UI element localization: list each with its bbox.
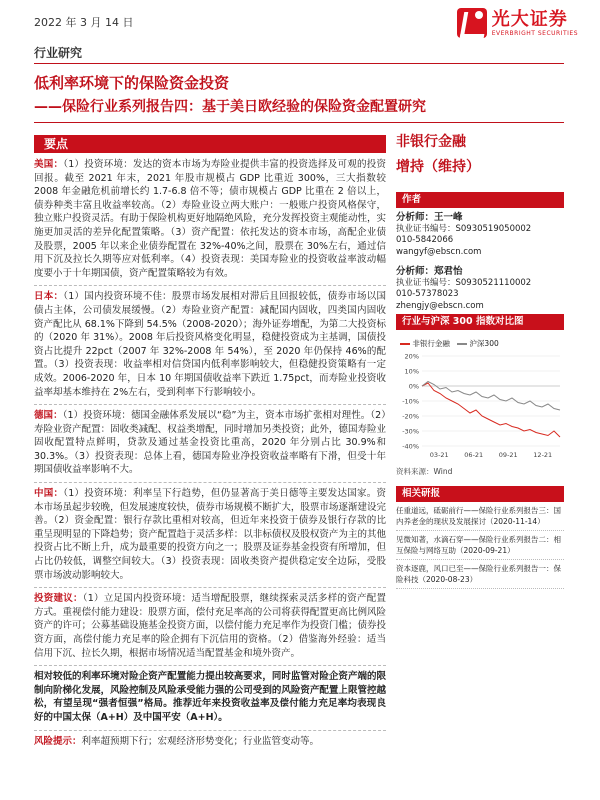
logo-cn-text: 光大证券 xyxy=(491,8,568,30)
divider xyxy=(34,404,386,405)
paragraph-text: （1）投资环境：发达的资本市场为寿险业提供丰富的投资选择及可观的投资回报。截至 2021 年末，2021 年股市规模占 GDP 比重近 300%，三大指数较 2008 年金融危机前增长约 1.7-6.8 倍不等；债市规模占 GDP 比重在 2 倍以上，债券种类丰富且收益率较高。（2）寿险业设立两大账户：一般账户投资风格保守，独立账户投资灵活。有助于保险机构更好地隔绝风险，充分发挥投资主观能动性，实施更加灵活的差异化配置策略。（3）资产配置：依托发达的资本市场，高配企业债及股票，2005 年以来企业债券配置在 32%-40%之间，股票在 30%左右，通过信用下沉及拉长久期等应对低利率。（4）投资表现：美国寿险业的投资收益率波动幅度要小于十年期国债，资产配置策略较为有效。 xyxy=(34,159,386,279)
legend-swatch-icon xyxy=(400,343,410,345)
analyst-name: 分析师：郑君怡 xyxy=(396,266,463,277)
keypoints-body xyxy=(34,158,386,753)
paragraph-advice xyxy=(34,592,386,660)
analyst-license: 执业证书编号：S0930519050002 xyxy=(396,223,532,234)
legend-label: 非银行金融 xyxy=(412,339,450,348)
y-tick-label: 0% xyxy=(408,382,419,391)
chart-legend xyxy=(400,338,499,349)
analyst-name: 分析师：王一峰 xyxy=(396,212,463,223)
authors-header: 作者 xyxy=(396,192,564,208)
analyst-phone: 010-57378023 xyxy=(396,289,459,299)
legend-label: 沪深300 xyxy=(469,339,499,348)
logo-en-text: EVERBRIGHT SECURITIES xyxy=(491,29,578,37)
y-tick-label: -10% xyxy=(402,397,419,406)
paragraph-text: （1）国内投资环境不佳：股票市场发展相对滞后且回报较低，债券市场以国债占主体，公司债发展缓慢。（2）寿险业资产配置：减配国内固收，四类国内固收资产配比从 68.1%下降到 54.5%（2008-2020）；海外证券增配，为第二大投资标的（2020 年 31%）。2008 年后投资风格变化明显，稳健投资成为主基调，国债投资占比提升 22pct（2007 年 32%-2008 年 54%），至 2020 年仍保持 46%的配置。（3）投资表现：收益率相对信贷国内低利率影响较大，但稳健投资策略有一定成效。2006-2020 年，日本 10 年期国债收益率下跌近 1.75pct，而寿险业投资收益率却基本维持在 2%左右，受到利率下行影响较小。 xyxy=(34,291,386,398)
top-divider xyxy=(34,63,564,64)
paragraph-label: 美国： xyxy=(34,159,64,170)
sector-name: 非银行金融 xyxy=(396,134,466,150)
index-comparison-chart xyxy=(396,352,564,460)
paragraph-japan xyxy=(34,290,386,399)
paragraph-germany xyxy=(34,409,386,477)
chart-header: 行业与沪深 300 指数对比图 xyxy=(396,314,564,330)
related-header: 相关研报 xyxy=(396,486,564,502)
rating-level: 增持（维持） xyxy=(396,159,480,175)
x-tick-label: 09-21 xyxy=(498,451,518,459)
y-tick-label: 10% xyxy=(404,367,419,376)
paragraph-text: （1）立足国内投资环境：适当增配股票，继续探索灵活多样的资产配置方式。重视偿付能力建设：股票方面，偿付充足率高的公司将获得配置更高比例风险资产的许可；公募基础设施基金投资方面，以偿付能力充足率作为投资门槛；债券投资方面，高偿付能力充足率的险企拥有下沉信用的资格。（2）借鉴海外经验：适当信用下沉、拉长久期，根据市场情况适当配置基金和境外资产。 xyxy=(34,593,386,659)
analyst-card xyxy=(396,212,564,258)
related-item[interactable]: 见微知著，水滴石穿——保险行业系列报告二：相互保险与网络互助（2020-09-21） xyxy=(396,535,564,560)
paragraph-text: （1）投资环境：德国金融体系发展以“稳”为主，资本市场扩张相对理性。（2）寿险业资产配置：固收类减配、权益类增配，同时增加另类投资；此外，德国寿险业固收配置特点鲜明，贷款及通过基金投资比重高，2020 年分别占比 30.9%和 30.3%。（3）投资表现：总体上看，德国寿险业净投资收益率略有下滑，但受十年期国债收益率影响不大。 xyxy=(34,410,386,476)
divider xyxy=(34,285,386,286)
divider xyxy=(34,587,386,588)
y-tick-label: -40% xyxy=(402,442,419,451)
analyst-phone: 010-5842066 xyxy=(396,235,454,245)
paragraph-label: 德国： xyxy=(34,410,63,422)
paragraph-text: 相对较低的利率环境对险企资产配置能力提出较高要求，同时监管对险企资产端的限制向阶梯化发展，风险控制及风险承受能力强的公司受到的风险资产配置上限管控越松，有望呈现“强者恒强”格局。推荐近年来投资收益率及偿付能力充足率均表现良好的中国太保（A+H）及中国平安（A+H）。 xyxy=(34,671,386,723)
report-date: 2022 年 3 月 14 日 xyxy=(34,16,134,29)
divider xyxy=(34,665,386,666)
paragraph-label: 日本： xyxy=(34,291,64,303)
paragraph-label: 风险提示： xyxy=(34,735,82,747)
analyst-email[interactable]: zhengjy@ebscn.com xyxy=(396,300,484,311)
legend-swatch-icon xyxy=(457,343,467,345)
paragraph-label: 中国： xyxy=(34,488,64,500)
paragraph-risk xyxy=(34,735,386,749)
divider xyxy=(34,730,386,731)
x-tick-label: 12-21 xyxy=(533,451,553,459)
analyst-license: 执业证书编号：S0930521110002 xyxy=(396,277,532,288)
related-item[interactable]: 任重道远，砥砺前行——保险行业系列报告三：国内养老金的现状及发展探讨（2020-11-14） xyxy=(396,506,564,531)
chart-svg xyxy=(396,352,564,460)
series-line-nonbank xyxy=(422,383,560,437)
industry-label: 行业研究 xyxy=(34,46,83,60)
company-logo xyxy=(457,8,578,38)
analyst-email[interactable]: wangyf@ebscn.com xyxy=(396,246,482,257)
x-tick-label: 06-21 xyxy=(464,451,484,459)
paragraph-text: 利率超预期下行；宏观经济形势变化；行业监管变动等。 xyxy=(81,735,320,747)
x-tick-label: 03-21 xyxy=(429,451,449,459)
title-divider xyxy=(34,122,564,123)
y-tick-label: -30% xyxy=(402,427,419,436)
keypoints-header: 要点 xyxy=(34,135,386,153)
paragraph-label: 投资建议： xyxy=(34,593,83,605)
divider xyxy=(34,482,386,483)
related-list xyxy=(396,506,564,593)
paragraph-us xyxy=(34,158,386,280)
analyst-card xyxy=(396,266,564,312)
report-title: 低利率环境下的保险资金投资 xyxy=(34,74,230,92)
logo-mark-icon xyxy=(457,8,487,38)
chart-source: 资料来源：Wind xyxy=(396,467,453,476)
paragraph-china xyxy=(34,487,386,582)
related-item[interactable]: 资本逐鹿，风口已至——保险行业系列报告一：保险科技（2020-08-23） xyxy=(396,564,564,589)
y-tick-label: -20% xyxy=(402,412,419,421)
paragraph-text: （1）投资环境：利率呈下行趋势，但仍显著高于美日德等主要发达国家。资本市场虽起步较晚，但发展速度较快，债券市场规模不断扩大，股票市场逐渐建设完善。（2）资金配置：银行存款比重相对较高，但近年来投资于债券及银行存款的比重呈现明显的下降趋势；资产配置趋于灵活多样：以非标债权及股权资产为主的其他投资占比不断上升，成为最重要的投资方向之一；股票及证券基金投资有所增加，但占比仍较低，调整空间较大。（3）投资表现：固收类资产提供稳定安全边际，受股票市场波动影响较大。 xyxy=(34,488,386,581)
report-subtitle: ——保险行业系列报告四：基于美日欧经验的保险资金配置研究 xyxy=(34,99,426,115)
paragraph-summary xyxy=(34,670,386,724)
y-tick-label: 20% xyxy=(404,352,419,361)
